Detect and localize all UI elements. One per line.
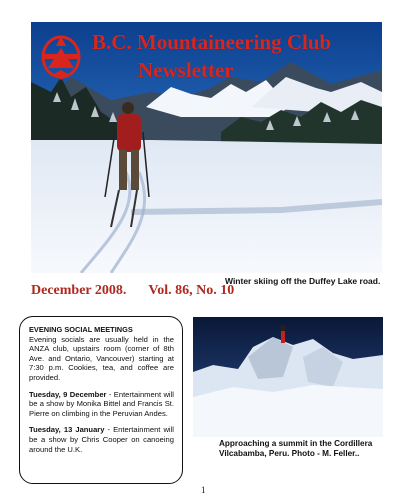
events-intro: Evening socials are usually held in the ANZA club, upstairs room (corner of 8th Ave. and Ontario, Vancouver) starting at 7:30 p.m. Cookies, tea, and coffee are provided. xyxy=(29,334,174,382)
event-item xyxy=(29,390,174,419)
issue-volume: Vol. 86, No. 10 xyxy=(148,283,235,298)
event-item xyxy=(29,425,174,454)
issue-date-line xyxy=(31,283,256,299)
event-date: Tuesday, 9 December xyxy=(29,389,107,399)
event-text: - Entertainment will be a show by Monika Bittel and Francis St. Pierre on climbing in the Peruvian Andes. xyxy=(29,389,174,418)
summit-photo-caption: Approaching a summit in the Cordillera Vilcabamba, Peru. Photo - M. Feller.. xyxy=(219,439,373,458)
event-date: Tuesday, 13 January xyxy=(29,425,105,435)
club-crest-icon xyxy=(36,30,86,82)
events-box xyxy=(19,316,183,484)
newsletter-title-line1: B.C. Mountaineering Club xyxy=(92,30,332,54)
hero-photo-caption: Winter skiing off the Duffey Lake road. xyxy=(225,276,381,286)
page-number: 1 xyxy=(201,485,206,495)
issue-date: December 2008. xyxy=(31,283,127,298)
events-heading: EVENING SOCIAL MEETINGS xyxy=(29,325,133,334)
summit-photo xyxy=(193,317,383,437)
event-text: - Entertainment will be a show by Chris Cooper on canoeing around the U.K. xyxy=(29,425,174,454)
newsletter-title-line2: Newsletter xyxy=(138,58,234,82)
